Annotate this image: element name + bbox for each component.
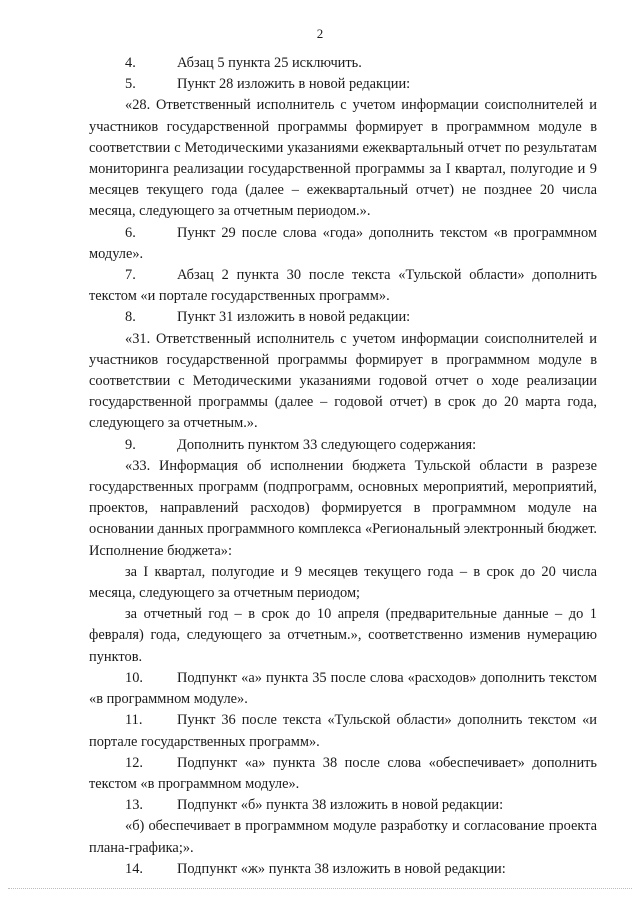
item-text: Подпункт «ж» пункта 38 изложить в новой редакции: [177,860,506,877]
paragraph-item-7 [89,265,597,307]
item-text: «б) обеспечивает в программном модуле разработку и согласование проекта плана-графика;». [89,818,597,856]
item-text: «33. Информация об исполнении бюджета Тульской области в разрезе государственных программ (подпрограмм, основных мероприятий, мероприятий, проектов, направлений расходов) формируется в программном модуле на основании данных программного комплекса «Региональный электронный бюджет. Исполнение бюджета»: [89,457,597,559]
paragraph-item-10 [89,668,597,710]
scan-edge-noise [8,888,632,889]
paragraph-item-12 [89,753,597,795]
paragraph-item-9 [89,435,597,456]
item-text: за отчетный год – в срок до 10 апреля (предварительные данные – до 1 февраля) года, следующего за отчетным.», соответственно изменив нумерацию пунктов. [89,606,597,665]
item-text: Пункт 28 изложить в новой редакции: [177,76,411,93]
paragraph-clause-31 [89,329,597,435]
item-number: 11. [125,712,143,729]
item-number: 14. [125,860,143,877]
item-text: «31. Ответственный исполнитель с учетом информации соисполнителей и участников государственной программы формирует в программном модуле в соответствии с Методическими указаниями годовой отчет о ходе реализации государственной программы (далее – годовой отчет) в срок до 20 марта года, следующего за отчетным.». [89,330,597,432]
paragraph-clause-33 [89,456,597,562]
item-text: Подпункт «б» пункта 38 изложить в новой редакции: [177,797,504,814]
item-number: 7. [125,267,136,284]
item-number: 13. [125,797,143,814]
item-text: «28. Ответственный исполнитель с учетом информации соисполнителей и участников государственной программы формирует в программном модуле в соответствии с Методическими указаниями ежеквартальный отчет по результатам мониторинга реализации государственной программы за I квартал, полугодие и 9 месяцев текущего года (далее – ежеквартальный отчет) не позднее 20 числа месяца, следующего за отчетным периодом.». [89,97,597,220]
item-text: Пункт 31 изложить в новой редакции: [177,309,411,326]
paragraph-subclause-b [89,816,597,858]
item-text: Подпункт «а» пункта 35 после слова «расходов» дополнить текстом «в программном модуле». [89,669,597,708]
item-number: 5. [125,76,136,93]
item-number: 12. [125,754,143,771]
paragraph-item-11 [89,710,597,752]
item-text: Пункт 36 после текста «Тульской области» дополнить текстом «и портале государственных программ». [89,712,597,750]
item-number: 4. [125,55,136,71]
paragraph-item-6 [89,223,597,265]
document-body [89,53,597,880]
item-text: Пункт 29 после слова «года» дополнить текстом «в программном модуле». [89,224,597,262]
item-text: Абзац 2 пункта 30 после текста «Тульской области» дополнить текстом «и портале государственных программ». [89,267,597,305]
item-text: Абзац 5 пункта 25 исключить. [177,55,362,71]
paragraph-clause-33-quarterly [89,562,597,604]
item-text: за I квартал, полугодие и 9 месяцев текущего года – в срок до 20 числа месяца, следующего за отчетным периодом; [89,563,597,602]
paragraph-clause-28 [89,95,597,222]
item-number: 8. [125,309,136,326]
paragraph-item-13 [89,795,597,816]
item-text: Подпункт «а» пункта 38 после слова «обеспечивает» дополнить текстом «в программном модуле». [89,754,597,792]
paragraph-clause-33-annual [89,604,597,668]
item-text: Дополнить пунктом 33 следующего содержания: [177,436,477,453]
page-number: 2 [316,26,324,41]
item-number: 10. [125,669,143,686]
item-number: 9. [125,436,136,453]
paragraph-item-8 [89,307,597,328]
paragraph-item-4 [89,53,597,74]
item-number: 6. [125,224,136,241]
paragraph-item-14 [89,859,597,880]
paragraph-item-5 [89,74,597,95]
